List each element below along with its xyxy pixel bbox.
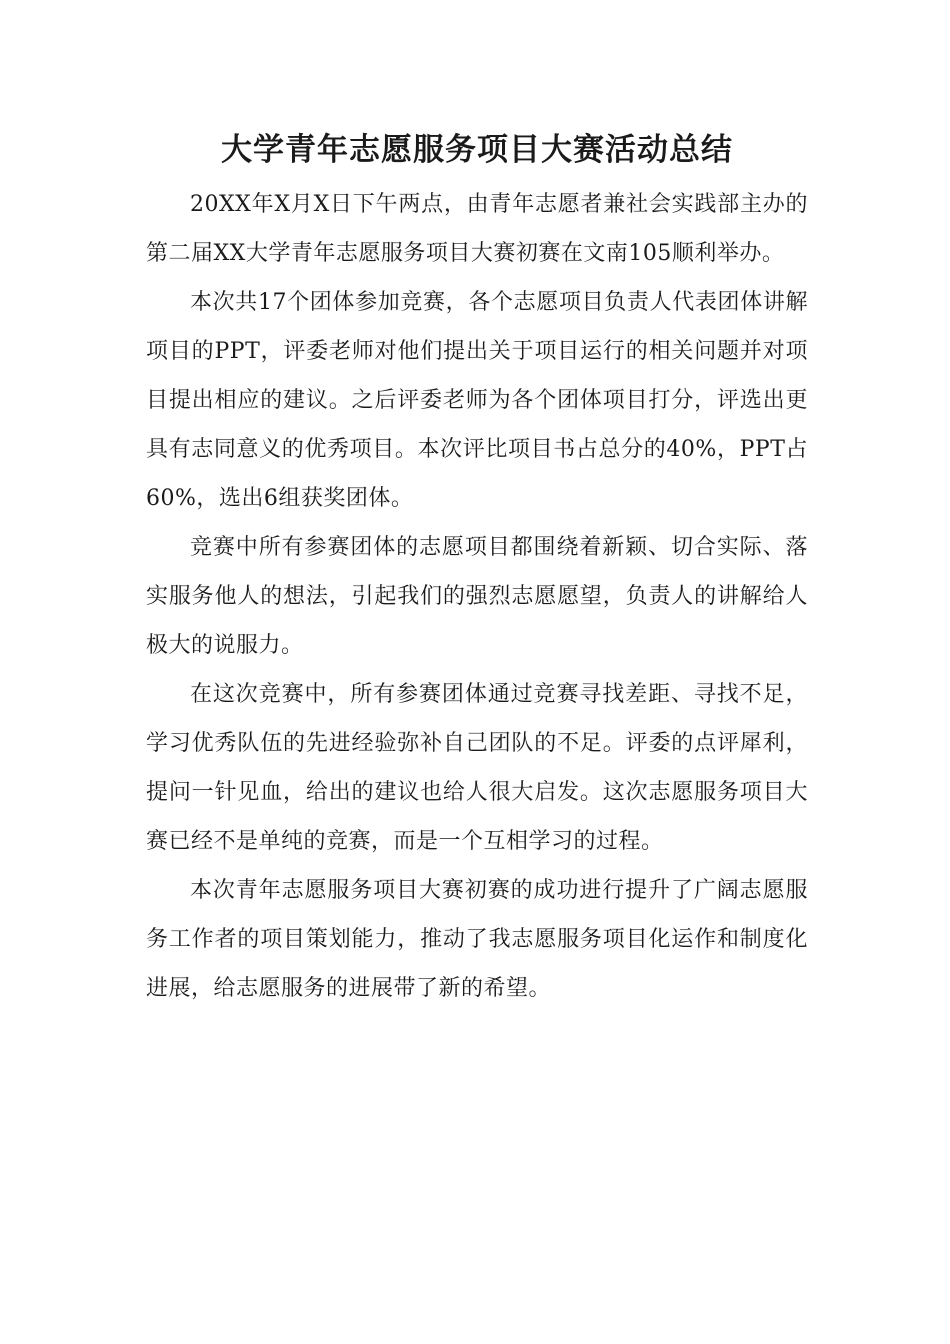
- paragraph-5: 本次青年志愿服务项目大赛初赛的成功进行提升了广阔志愿服务工作者的项目策划能力，推动了我志愿服务项目化运作和制度化进展，给志愿服务的进展带了新的希望。: [146, 878, 808, 1001]
- paragraph-1: 20XX年X月X日下午两点，由青年志愿者兼社会实践部主办的第二届XX大学青年志愿服务项目大赛初赛在文南105顺利举办。: [146, 192, 808, 266]
- paragraph-2: 本次共17个团体参加竞赛，各个志愿项目负责人代表团体讲解项目的PPT，评委老师对他们提出关于项目运行的相关问题并对项目提出相应的建议。之后评委老师为各个团体项目打分，评选出更具有志同意义的优秀项目。本次评比项目书占总分的40%，PPT占60%，选出6组获奖团体。: [146, 290, 808, 511]
- paragraph-4: 在这次竞赛中，所有参赛团体通过竞赛寻找差距、寻找不足，学习优秀队伍的先进经验弥补自己团队的不足。评委的点评犀利，提问一针见血，给出的建议也给人很大启发。这次志愿服务项目大赛已经不是单纯的竞赛，而是一个互相学习的过程。: [146, 682, 808, 854]
- paragraph-3: 竞赛中所有参赛团体的志愿项目都围绕着新颖、切合实际、落实服务他人的想法，引起我们的强烈志愿愿望，负责人的讲解给人极大的说服力。: [146, 535, 808, 658]
- document-title: 大学青年志愿服务项目大赛活动总结: [221, 132, 733, 168]
- document-page: [146, 124, 808, 1013]
